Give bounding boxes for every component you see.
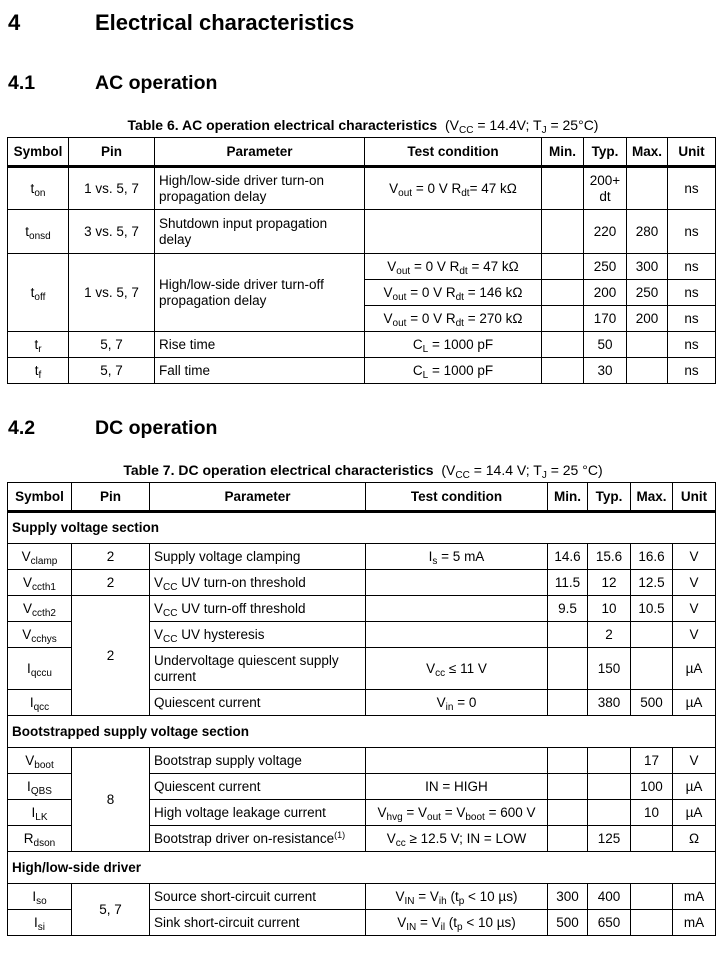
test-condition-cell: $V_{IN} = V_{il}$ ($t_p < 10$ µs) xyxy=(366,910,548,936)
max-cell: 500 xyxy=(631,690,673,716)
unit-cell: µA xyxy=(673,774,716,800)
col-pin: Pin xyxy=(69,138,155,167)
test-condition-cell: $I_s = 5$ mA xyxy=(366,544,548,570)
table6-ac-characteristics xyxy=(7,137,716,384)
unit-cell: ns xyxy=(668,254,716,280)
typ-cell: 30 xyxy=(584,358,627,384)
symbol-cell: $t_{off}$ xyxy=(8,254,69,332)
parameter-cell: Quiescent current xyxy=(150,690,366,716)
parameter-cell: Source short-circuit current xyxy=(150,884,366,910)
parameter-cell: Bootstrap driver on-resistance$^{(1)}$ xyxy=(150,826,366,852)
typ-cell: 150 xyxy=(588,648,631,690)
max-cell: 10.5 xyxy=(631,596,673,622)
test-condition-cell: $C_L = 1000$ pF xyxy=(365,332,542,358)
symbol-cell: $R_{dson}$ xyxy=(8,826,72,852)
unit-cell: V xyxy=(673,596,716,622)
max-cell: 300 xyxy=(627,254,668,280)
parameter-cell: Rise time xyxy=(155,332,365,358)
parameter-cell: High/low-side driver turn-on propagation delay xyxy=(155,167,365,210)
table-row xyxy=(8,254,716,280)
unit-cell: ns xyxy=(668,358,716,384)
col-unit: Unit xyxy=(673,483,716,512)
table-row xyxy=(8,884,716,910)
max-cell xyxy=(627,358,668,384)
col-pin: Pin xyxy=(72,483,150,512)
unit-cell: ns xyxy=(668,167,716,210)
unit-cell: V xyxy=(673,748,716,774)
test-condition-cell xyxy=(366,570,548,596)
max-cell xyxy=(631,648,673,690)
max-cell: 10 xyxy=(631,800,673,826)
min-cell: 500 xyxy=(548,910,588,936)
typ-cell: 400 xyxy=(588,884,631,910)
max-cell: 12.5 xyxy=(631,570,673,596)
table-header-row xyxy=(8,138,716,167)
test-condition-cell: $V_{out} = 0$ V $R_{dt}= 47$ kΩ xyxy=(365,167,542,210)
symbol-cell: $I_{qcc}$ xyxy=(8,690,72,716)
test-condition-cell: $V_{in} = 0$ xyxy=(366,690,548,716)
min-cell xyxy=(548,690,588,716)
table-row xyxy=(8,210,716,254)
typ-cell: 15.6 xyxy=(588,544,631,570)
pin-cell: 1 vs. 5, 7 xyxy=(69,167,155,210)
typ-cell: 380 xyxy=(588,690,631,716)
col-typ: Typ. xyxy=(584,138,627,167)
typ-cell: 10 xyxy=(588,596,631,622)
symbol-cell: $t_{on}$ xyxy=(8,167,69,210)
test-condition-cell xyxy=(366,748,548,774)
col-parameter: Parameter xyxy=(155,138,365,167)
test-condition-cell: $V_{cc} \le 11$ V xyxy=(366,648,548,690)
unit-cell: µA xyxy=(673,648,716,690)
parameter-cell: $V_{CC}$ UV hysteresis xyxy=(150,622,366,648)
min-cell xyxy=(542,306,584,332)
col-test-condition: Test condition xyxy=(366,483,548,512)
table7-caption xyxy=(0,462,726,481)
max-cell: 250 xyxy=(627,280,668,306)
section-title: DC operation xyxy=(95,417,218,439)
min-cell xyxy=(548,622,588,648)
typ-cell: 2 xyxy=(588,622,631,648)
section-label: Bootstrapped supply voltage section xyxy=(8,716,716,748)
min-cell xyxy=(548,826,588,852)
test-condition-cell xyxy=(365,210,542,254)
table-row xyxy=(8,332,716,358)
pin-cell: 2 xyxy=(72,570,150,596)
section-heading-4-2 xyxy=(8,417,408,441)
min-cell xyxy=(548,748,588,774)
pin-cell: 1 vs. 5, 7 xyxy=(69,254,155,332)
section-title: Electrical characteristics xyxy=(95,10,355,35)
col-parameter: Parameter xyxy=(150,483,366,512)
table6-caption-conditions: ($V_{CC} = 14.4V$; $T_J = 25^\circ C$) xyxy=(445,117,599,136)
table-row xyxy=(8,358,716,384)
max-cell: 16.6 xyxy=(631,544,673,570)
unit-cell: V xyxy=(673,570,716,596)
parameter-cell: $V_{CC}$ UV turn-on threshold xyxy=(150,570,366,596)
section-heading-4 xyxy=(8,10,408,38)
test-condition-cell: $C_L = 1000$ pF xyxy=(365,358,542,384)
unit-cell: ns xyxy=(668,210,716,254)
typ-cell xyxy=(588,800,631,826)
section-label: High/low-side driver xyxy=(8,852,716,884)
table-header-row xyxy=(8,483,716,512)
unit-cell: µA xyxy=(673,690,716,716)
test-condition-cell: $V_{cc} \ge 12.5$ V; IN = LOW xyxy=(366,826,548,852)
parameter-cell: Bootstrap supply voltage xyxy=(150,748,366,774)
pin-cell: 3 vs. 5, 7 xyxy=(69,210,155,254)
parameter-cell: Fall time xyxy=(155,358,365,384)
max-cell: 200 xyxy=(627,306,668,332)
symbol-cell: $V_{clamp}$ xyxy=(8,544,72,570)
table7-caption-title: Table 7. DC operation electrical characteristics xyxy=(123,462,434,478)
min-cell xyxy=(548,774,588,800)
min-cell xyxy=(542,280,584,306)
col-test-condition: Test condition xyxy=(365,138,542,167)
section-number: 4 xyxy=(8,10,21,35)
min-cell xyxy=(542,167,584,210)
symbol-cell: $I_{qccu}$ xyxy=(8,648,72,690)
table-row xyxy=(8,748,716,774)
max-cell xyxy=(631,910,673,936)
symbol-cell: $I_{QBS}$ xyxy=(8,774,72,800)
test-condition-cell xyxy=(366,596,548,622)
typ-cell: 650 xyxy=(588,910,631,936)
footnote-ref: (1) xyxy=(334,829,346,840)
symbol-cell: $t_r$ xyxy=(8,332,69,358)
unit-cell: V xyxy=(673,544,716,570)
parameter-cell: $V_{CC}$ UV turn-off threshold xyxy=(150,596,366,622)
symbol-cell: $V_{ccth1}$ xyxy=(8,570,72,596)
min-cell xyxy=(548,800,588,826)
pin-cell: 5, 7 xyxy=(69,332,155,358)
parameter-cell: Quiescent current xyxy=(150,774,366,800)
unit-cell: mA xyxy=(673,884,716,910)
col-min: Min. xyxy=(548,483,588,512)
parameter-cell: Shutdown input propagation delay xyxy=(155,210,365,254)
col-max: Max. xyxy=(631,483,673,512)
min-cell xyxy=(542,358,584,384)
table7-caption-conditions: ($V_{CC} = 14.4$ V; $T_J = 25$ °C) xyxy=(441,462,603,481)
test-condition-cell xyxy=(366,622,548,648)
test-condition-cell: $V_{out} = 0$ V $R_{dt} = 270$ kΩ xyxy=(365,306,542,332)
section-number: 4.2 xyxy=(8,417,36,439)
table6-caption-title: Table 6. AC operation electrical characteristics xyxy=(127,117,438,133)
min-cell xyxy=(542,210,584,254)
max-cell xyxy=(627,332,668,358)
min-cell: 9.5 xyxy=(548,596,588,622)
table7-dc-characteristics xyxy=(7,482,716,936)
max-cell xyxy=(631,622,673,648)
section-row xyxy=(8,512,716,544)
test-condition-cell: $V_{out} = 0$ V $R_{dt} = 47$ kΩ xyxy=(365,254,542,280)
symbol-cell: $I_{LK}$ xyxy=(8,800,72,826)
max-cell xyxy=(631,884,673,910)
section-number: 4.1 xyxy=(8,72,36,94)
typ-cell: 125 xyxy=(588,826,631,852)
parameter-cell: High voltage leakage current xyxy=(150,800,366,826)
col-min: Min. xyxy=(542,138,584,167)
unit-cell: mA xyxy=(673,910,716,936)
typ-cell: 170 xyxy=(584,306,627,332)
section-label: Supply voltage section xyxy=(8,512,716,544)
col-typ: Typ. xyxy=(588,483,631,512)
unit-cell: ns xyxy=(668,280,716,306)
col-max: Max. xyxy=(627,138,668,167)
typ-cell: 200+ dt xyxy=(584,167,627,210)
section-row xyxy=(8,852,716,884)
pin-cell: 5, 7 xyxy=(69,358,155,384)
symbol-cell: $V_{ccth2}$ xyxy=(8,596,72,622)
max-cell: 100 xyxy=(631,774,673,800)
unit-cell: Ω xyxy=(673,826,716,852)
min-cell: 11.5 xyxy=(548,570,588,596)
test-condition-cell: IN = HIGH xyxy=(366,774,548,800)
test-condition-cell: $V_{hvg} = V_{out} = V_{boot} = 600$ V xyxy=(366,800,548,826)
symbol-cell: $I_{so}$ xyxy=(8,884,72,910)
pin-cell: 8 xyxy=(72,748,150,852)
symbol-cell: $t_f$ xyxy=(8,358,69,384)
col-symbol: Symbol xyxy=(8,138,69,167)
min-cell: 300 xyxy=(548,884,588,910)
section-heading-4-1 xyxy=(8,72,408,96)
unit-cell: ns xyxy=(668,306,716,332)
section-row xyxy=(8,716,716,748)
test-condition-cell: $V_{IN} = V_{ih}$ ($t_p < 10$ µs) xyxy=(366,884,548,910)
pin-cell: 2 xyxy=(72,596,150,716)
min-cell xyxy=(542,254,584,280)
symbol-cell: $V_{boot}$ xyxy=(8,748,72,774)
parameter-cell: Sink short-circuit current xyxy=(150,910,366,936)
parameter-cell: High/low-side driver turn-off propagation delay xyxy=(155,254,365,332)
max-cell xyxy=(627,167,668,210)
pin-cell: 2 xyxy=(72,544,150,570)
test-condition-cell: $V_{out} = 0$ V $R_{dt} = 146$ kΩ xyxy=(365,280,542,306)
symbol-cell: $t_{onsd}$ xyxy=(8,210,69,254)
unit-cell: µA xyxy=(673,800,716,826)
col-unit: Unit xyxy=(668,138,716,167)
typ-cell: 50 xyxy=(584,332,627,358)
table-row xyxy=(8,544,716,570)
table-row xyxy=(8,596,716,622)
pin-cell: 5, 7 xyxy=(72,884,150,936)
max-cell: 17 xyxy=(631,748,673,774)
parameter-cell: Undervoltage quiescent supply current xyxy=(150,648,366,690)
typ-cell: 200 xyxy=(584,280,627,306)
unit-cell: ns xyxy=(668,332,716,358)
typ-cell: 12 xyxy=(588,570,631,596)
max-cell: 280 xyxy=(627,210,668,254)
parameter-cell: Supply voltage clamping xyxy=(150,544,366,570)
symbol-cell: $V_{cchys}$ xyxy=(8,622,72,648)
typ-cell xyxy=(588,748,631,774)
typ-cell xyxy=(588,774,631,800)
typ-cell: 220 xyxy=(584,210,627,254)
typ-cell: 250 xyxy=(584,254,627,280)
table-row xyxy=(8,570,716,596)
max-cell xyxy=(631,826,673,852)
table-row xyxy=(8,167,716,210)
col-symbol: Symbol xyxy=(8,483,72,512)
min-cell: 14.6 xyxy=(548,544,588,570)
unit-cell: V xyxy=(673,622,716,648)
min-cell xyxy=(548,648,588,690)
section-title: AC operation xyxy=(95,72,218,94)
min-cell xyxy=(542,332,584,358)
table6-caption xyxy=(0,117,726,136)
symbol-cell: $I_{si}$ xyxy=(8,910,72,936)
